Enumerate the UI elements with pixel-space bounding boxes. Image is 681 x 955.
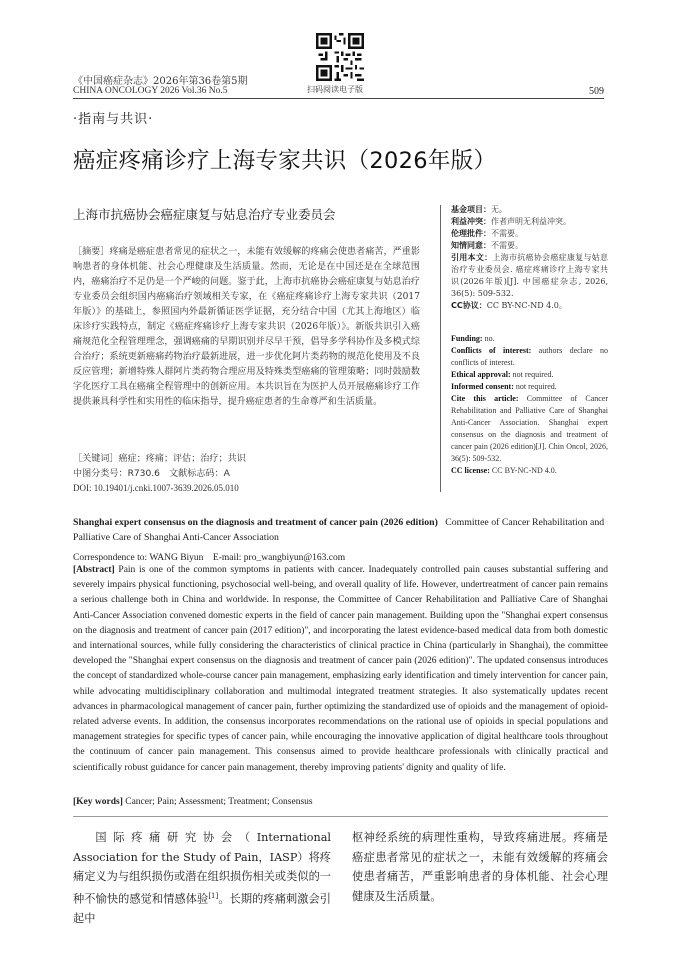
english-authors: Committee of Cancer Rehabilitation and Palliative Care of Shanghai Anti-Cancer Association bbox=[73, 517, 605, 543]
classification: 中图分类号：R730.6 文献标志码：A bbox=[73, 469, 230, 479]
abstract-cn-text: 疼痛是癌症患者常见的症状之一，未能有效缓解的疼痛会使患者痛苦，严重影响患者的身体机能、社会心理健康及生活质量。然而，无论是在中国还是在全球范围内，癌痛治疗不足仍是一个严峻的问题。鉴于此，上海市抗癌协会癌症康复与姑息治疗专业委员会组织国内癌痛治疗领域相关专家，在《癌症疼痛诊疗上海专家共识（2017年版）》的基础上，参照国内外最新循证医学证据，充分结合中国（尤其上海地区）临床诊疗实践特点，制定《癌症疼痛诊疗上海专家共识（2026年版）》。新版共识引入癌痛规范化全程管理理念，强调癌痛的早期识别并尽早干预，倡导多学科协作及多模式综合治疗；系统更新癌痛药物治疗最新进展，进一步优化阿片类药物的规范化使用及不良反应管理；新增特殊人群阿片类药物合理应用及特殊类型癌痛的管理策略；同时鼓励数字化医疗工具在癌痛全程管理中的创新应用。本共识旨在为医护人员开展癌痛诊疗工作提供兼具科学性和实用性的临床指导，提升癌症患者的生命尊严和生活质量。 bbox=[73, 247, 420, 407]
funding-cn: 基金项目：无。 bbox=[451, 205, 507, 214]
doi[interactable]: DOI: 10.19401/j.cnki.1007-3639.2026.05.010 bbox=[73, 483, 239, 493]
consent-cn: 知情同意：不需要。 bbox=[451, 241, 523, 250]
keywords-en-label: [Key words] bbox=[73, 797, 123, 807]
citation-1[interactable]: [1] bbox=[208, 891, 219, 900]
abstract-en-text: Pain is one of the common symptoms in patients with cancer. Inadequately controlled pain causes substantial suffering and severely impairs physical functioning, psychosocial well-being, and overall quality of life. However, undertreatment of cancer pain remains a serious challenge both in China and worldwide. In response, the Committee of Cancer Rehabilitation and Palliative Care of Shanghai Anti-Cancer Association convened domestic experts in the field of cancer pain management. Building upon the "Shanghai expert consensus on the diagnosis and treatment of cancer pain (2017 edition)", and incorporating the latest evidence-based medical data from both domestic and international sources, while fully considering the characteristics of clinical practice in China (particularly in Shanghai), the committee developed the "Shanghai expert consensus on the diagnosis and treatment of cancer pain (2026 edition)". The updated consensus introduces the concept of standardized whole-course cancer pain management, emphasizing early identification and timely intervention for cancer pain, while advocating multidisciplinary collaboration and multimodal integrated treatment strategies. It also systematically updates recent advances in pharmacological management of cancer pain, further optimizing the standardized use of opioids and the management of opioid-related adverse events. In addition, the consensus incorporates recommendations on the rational use of opioids in special populations and management strategies for specific types of cancer pain, while encouraging the innovative application of digital healthcare tools throughout the continuum of cancer pain management. This consensus aimed to provide healthcare professionals with clinically practical and scientifically robust guidance for cancer pain management, thereby improving patients' dignity and quality of life. bbox=[73, 565, 608, 773]
cc-en: CC license: CC BY-NC-ND 4.0. bbox=[451, 466, 557, 475]
keywords-cn-label: ［关键词］ bbox=[73, 454, 119, 464]
consent-en: Informed consent: not required. bbox=[451, 382, 557, 391]
keywords-en bbox=[73, 797, 313, 807]
funding-en: Funding: no. bbox=[451, 334, 495, 343]
body-column-right: 枢神经系统的病理性重构，导致疼痛进展。疼痛是癌症患者常见的症状之一，未能有效缓解的疼痛会使患者痛苦，严重影响患者的身体机能、社会心理健康及生活质量。 bbox=[352, 831, 608, 903]
cite-cn: 引用本文：上海市抗癌协会癌症康复与姑息治疗专业委员会. 癌症疼痛诊疗上海专家共识(2026年版)[J]. 中国癌症杂志, 2026, 36(5): 509-532. bbox=[451, 253, 609, 298]
article-title: 癌症疼痛诊疗上海专家共识（2026年版） bbox=[73, 148, 497, 174]
section-divider bbox=[73, 816, 608, 817]
sidebar-info-cn bbox=[451, 204, 608, 312]
cc-cn: CC协议：CC BY-NC-ND 4.0。 bbox=[451, 301, 567, 310]
header-divider bbox=[73, 98, 604, 99]
abstract-en bbox=[73, 563, 608, 776]
conflict-cn: 利益冲突：作者声明无利益冲突。 bbox=[451, 217, 571, 226]
sidebar-info-en bbox=[451, 333, 608, 477]
abstract-cn bbox=[73, 245, 420, 410]
keywords-cn bbox=[73, 451, 246, 464]
article-authors: 上海市抗癌协会癌症康复与姑息治疗专业委员会 bbox=[73, 207, 336, 222]
conflict-en: Conflicts of interest: authors declare no conflicts of interest. bbox=[451, 346, 609, 367]
section-label: ·指南与共识· bbox=[73, 112, 154, 127]
abstract-cn-label: ［摘要］ bbox=[73, 247, 110, 257]
english-title: Shanghai expert consensus on the diagnosis and treatment of cancer pain (2026 edition) bbox=[73, 517, 438, 528]
ethics-cn: 伦理批件：不需要。 bbox=[451, 229, 523, 238]
body-column-left: 国际疼痛研究协会（International Association for the Study of Pain，IASP）将疼痛定义为与组织损伤或潜在组织损伤相关或类似的一种不愉快的感觉和情感体验[1]。长期的疼痛刺激会引起中 bbox=[73, 831, 331, 925]
page-number: 509 bbox=[589, 86, 604, 97]
cite-en: Cite this article: Committee of Cancer Rehabilitation and Palliative Care of Shanghai Anti-Cancer Association. Shanghai expert consensus on the diagnosis and treatment of cancer pain (2026 edition)[J]. Chin Oncol, 2026, 36(5): 509-532. bbox=[451, 394, 609, 463]
qr-caption: 扫码阅读电子版 bbox=[307, 85, 363, 94]
keywords-cn-text: 癌症；疼痛；评估；治疗；共识 bbox=[118, 454, 246, 464]
journal-title-cn: 《中国癌症杂志》2026年第36卷第5期 bbox=[73, 76, 248, 87]
correspondence: Correspondence to: WANG Biyun E-mail: pro_wangbiyun@163.com bbox=[73, 553, 346, 563]
ethics-en: Ethical approval: not required. bbox=[451, 370, 554, 379]
qr-code-icon[interactable] bbox=[316, 33, 364, 81]
column-divider bbox=[440, 205, 441, 492]
keywords-en-text: Cancer; Pain; Assessment; Treatment; Consensus bbox=[125, 797, 313, 807]
journal-title-en: CHINA ONCOLOGY 2026 Vol.36 No.5 bbox=[73, 86, 228, 96]
english-title-block bbox=[73, 515, 608, 545]
abstract-en-label: [Abstract] bbox=[73, 565, 115, 575]
